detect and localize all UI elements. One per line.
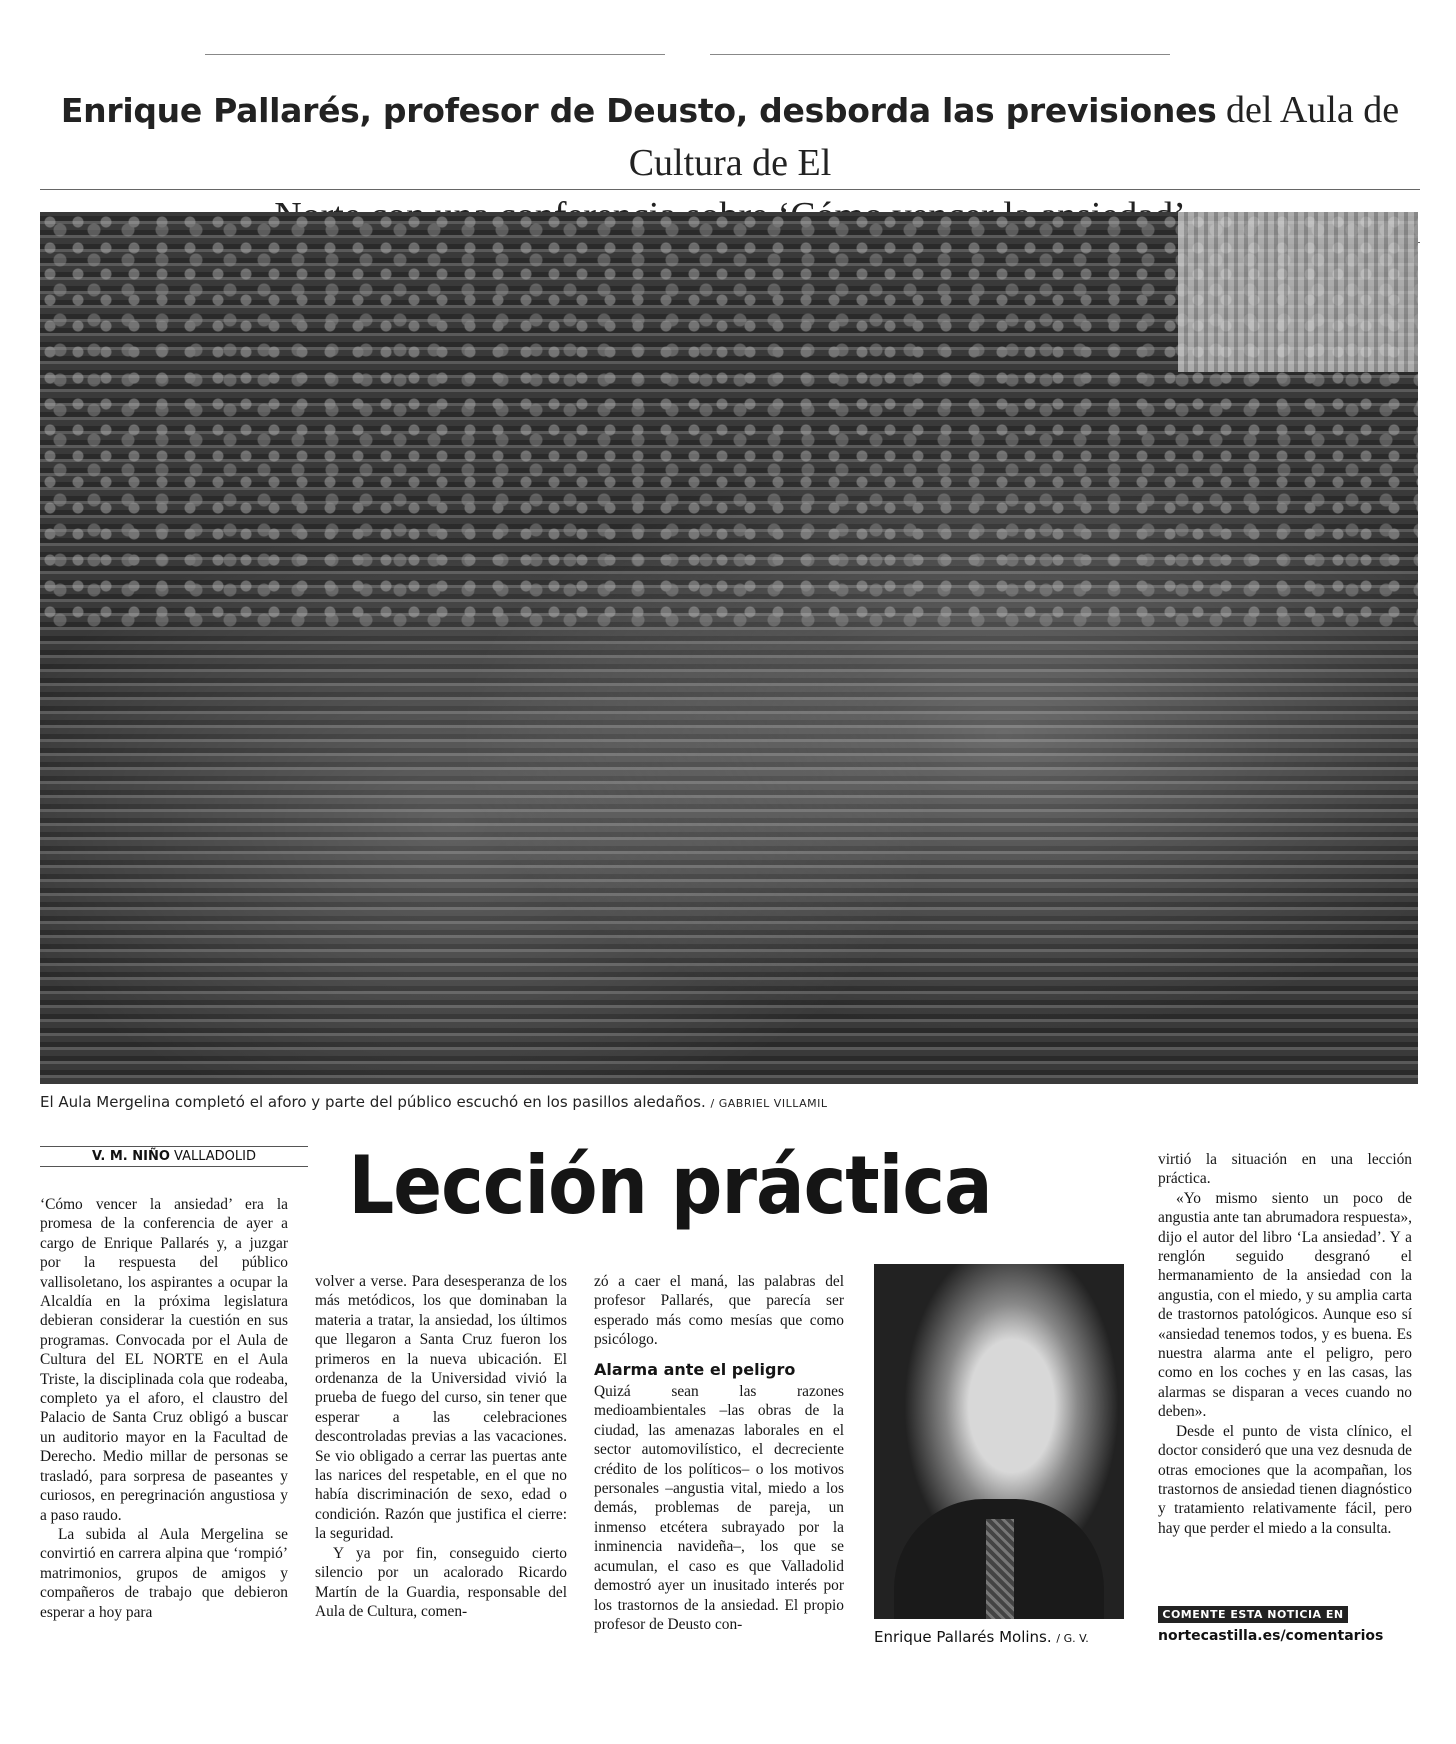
photo-credit: / GABRIEL VILLAMIL [710,1097,828,1110]
col3-intro: zó a caer el maná, las palabras del profesor Pallarés, que parecía ser esperado más como mesías que como psicólogo. [594,1273,844,1349]
portrait-tie [986,1519,1014,1619]
col3-body: Quizá sean las razones medioambientales –las obras de la ciudad, las amenazas laborales en el sector automovilístico, el decreciente crédito de los políticos– o los motivos personales –angustia vital, miedo a los demás, problemas de pareja, un inmenso etcétera subrayado por la inminencia navideña–, los que se acumulan, el caso es que Valladolid demostró ayer un inusitado interés por los trastornos de la ansiedad. El propio profesor de Deusto con- [594,1383,844,1633]
audience-photo [40,212,1418,1084]
portrait-credit: / G. V. [1056,1632,1089,1645]
subheading: Alarma ante el peligro [594,1359,796,1379]
column-4 [1158,1150,1412,1538]
col4-paragraph: «Yo mismo siento un poco de angustia ante tan abrumadora respuesta», dijo el autor del libro ‘La ansiedad’. Y a renglón seguido desgranó el hermanamiento de la ansiedad con la angustia, con el miedo, y su amplia carta de trastornos patológicos. Aunque eso sí «ansiedad tenemos todos, y es buena. Es nuestra alarma ante el peligro, pero como en los coches y en las casas, las alarmas se disparan a veces cuando no deben». [1158,1189,1412,1421]
comment-link[interactable]: nortecastilla.es/comentarios [1158,1628,1384,1644]
column-3 [594,1272,844,1634]
byline [40,1146,308,1167]
article-title: Lección práctica [348,1137,992,1233]
comment-badge: COMENTE ESTA NOTICIA EN [1158,1606,1348,1623]
column-1 [40,1195,288,1622]
portrait-caption-text: Enrique Pallarés Molins. [874,1628,1052,1646]
byline-author: V. M. NIÑO [91,1149,170,1164]
top-rule-left [205,54,665,55]
col2-paragraph: volver a verse. Para desesperanza de los más metódicos, los que dominaban la materia a tratar, la ansiedad, los últimos que llegaron a Santa Cruz fueron los primeros en la nueva ubicación. El ordenanza de la Universidad vivió la prueba de fuego del curso, sin tener que esperar a las celebraciones descontroladas previas a las vacaciones. Se vio obligado a cerrar las puertas ante las narices del respetable, en el que no había discriminación de sexo, edad o condición. Razón que justifica el cierre: la seguridad. [315,1273,567,1543]
col4-paragraph: virtió la situación en una lección práctica. [1158,1151,1412,1188]
portrait-caption [874,1628,1134,1646]
col1-paragraph: ‘Cómo vencer la ansiedad’ era la promesa de la conferencia de ayer a cargo de Enrique Pallarés y, a juzgar por la respuesta del público vallisoletano, los aspirantes a ocupar la Alcaldía en la próxima legislatura debieran considerar la cuestión en sus programas. Convocada por el Aula de Cultura del EL NORTE en el Aula Triste, la disciplinada cola que rodeaba, completo ya el aforo, el claustro del Palacio de Santa Cruz obligó a buscar un auditorio mayor en la Facultad de Derecho. Medio millar de personas se trasladó, para sorpresa de paseantes y curiosos, en peregrinación angustiosa y a paso raudo. [40,1196,288,1524]
top-rule-right [710,54,1170,55]
wall-texture [1178,212,1418,372]
col1-paragraph: La subida al Aula Mergelina se convirtió en carrera alpina que ‘rompió’ matrimonios, grupos de amigos y compañeros de trabajo que debieron esperar a hoy para [40,1525,288,1621]
headline-bold: Enrique Pallarés, profesor de Deusto, desborda las previsiones [60,91,1217,130]
byline-place: VALLADOLID [174,1149,256,1164]
headline-rest: del Aula de Cultura de El [628,89,1400,184]
col2-paragraph: Y ya por fin, conseguido cierto silencio por un acalorado Ricardo Martín de la Guardia, responsable del Aula de Cultura, comen- [315,1544,567,1620]
photo-caption-text: El Aula Mergelina completó el aforo y parte del público escuchó en los pasillos aledaños. [40,1093,706,1111]
photo-caption [40,1093,1420,1111]
col4-paragraph: Desde el punto de vista clínico, el doctor consideró que una vez desnuda de otras emociones que la acompañan, los trastornos de ansiedad tienen diagnóstico y tratamiento relativamente fácil, pero hay que perder el miedo a la consulta. [1158,1422,1412,1537]
column-2 [315,1272,567,1621]
portrait-photo [874,1264,1124,1619]
